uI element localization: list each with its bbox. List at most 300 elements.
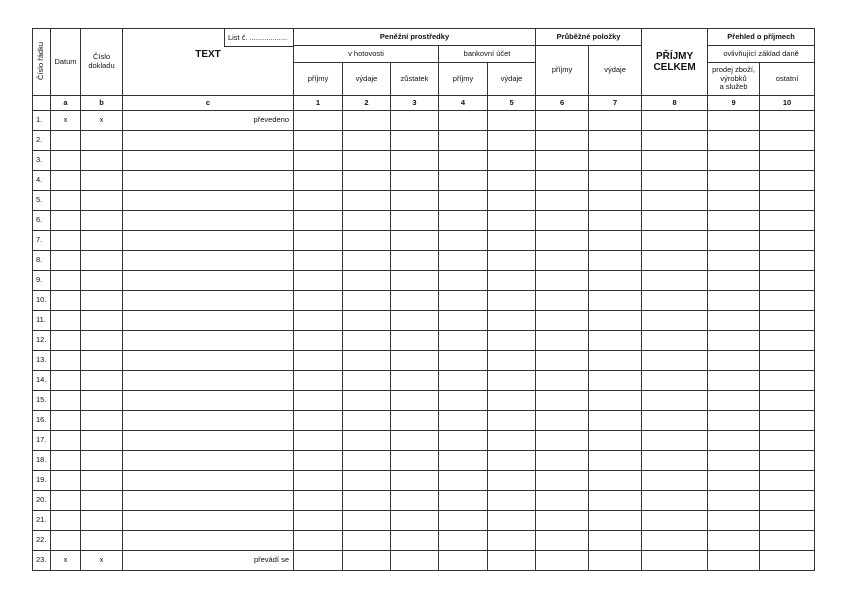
row-cell[interactable]	[123, 451, 294, 471]
row-cell[interactable]	[760, 471, 815, 491]
row-cell[interactable]	[439, 111, 488, 131]
row-cell[interactable]	[51, 491, 81, 511]
row-cell[interactable]	[123, 411, 294, 431]
row-cell[interactable]	[589, 311, 642, 331]
row-cell[interactable]	[536, 311, 589, 331]
row-cell[interactable]	[343, 331, 391, 351]
row-cell[interactable]	[294, 291, 343, 311]
row-cell[interactable]	[294, 251, 343, 271]
row-cell[interactable]	[642, 211, 708, 231]
row-cell[interactable]	[294, 531, 343, 551]
row-cell[interactable]	[760, 131, 815, 151]
row-cell[interactable]	[708, 171, 760, 191]
row-cell[interactable]	[51, 231, 81, 251]
row-cell[interactable]	[642, 531, 708, 551]
row-cell[interactable]	[488, 411, 536, 431]
row-cell[interactable]	[391, 311, 439, 331]
row-text[interactable]: převedeno	[123, 111, 294, 131]
row-cell[interactable]	[760, 191, 815, 211]
row-cell[interactable]	[439, 351, 488, 371]
row-cell[interactable]	[391, 371, 439, 391]
row-cell[interactable]	[294, 491, 343, 511]
row-cell[interactable]	[123, 171, 294, 191]
row-cell[interactable]	[439, 491, 488, 511]
row-cell[interactable]	[294, 451, 343, 471]
row-cell[interactable]	[488, 251, 536, 271]
row-cell[interactable]	[343, 251, 391, 271]
row-document[interactable]: x	[81, 551, 123, 571]
row-cell[interactable]	[488, 431, 536, 451]
row-cell[interactable]	[343, 111, 391, 131]
row-cell[interactable]	[439, 311, 488, 331]
row-cell[interactable]	[81, 511, 123, 531]
row-cell[interactable]	[123, 491, 294, 511]
row-cell[interactable]	[760, 171, 815, 191]
row-cell[interactable]	[51, 131, 81, 151]
row-cell[interactable]	[488, 511, 536, 531]
row-cell[interactable]	[439, 331, 488, 351]
row-cell[interactable]	[589, 291, 642, 311]
row-cell[interactable]	[536, 271, 589, 291]
row-cell[interactable]	[391, 211, 439, 231]
row-cell[interactable]	[343, 371, 391, 391]
row-cell[interactable]	[294, 431, 343, 451]
row-cell[interactable]	[343, 391, 391, 411]
row-cell[interactable]	[589, 431, 642, 451]
row-cell[interactable]	[123, 351, 294, 371]
row-cell[interactable]	[391, 411, 439, 431]
row-cell[interactable]	[589, 151, 642, 171]
row-cell[interactable]	[488, 231, 536, 251]
row-cell[interactable]	[51, 431, 81, 451]
row-cell[interactable]	[343, 211, 391, 231]
row-cell[interactable]	[81, 191, 123, 211]
row-cell[interactable]	[536, 251, 589, 271]
row-cell[interactable]	[391, 351, 439, 371]
row-cell[interactable]	[51, 531, 81, 551]
row-cell[interactable]	[439, 131, 488, 151]
row-cell[interactable]	[708, 451, 760, 471]
row-cell[interactable]	[642, 171, 708, 191]
row-cell[interactable]	[708, 331, 760, 351]
row-cell[interactable]	[536, 491, 589, 511]
row-cell[interactable]	[391, 511, 439, 531]
row-cell[interactable]	[708, 111, 760, 131]
row-cell[interactable]	[343, 471, 391, 491]
row-cell[interactable]	[51, 291, 81, 311]
row-cell[interactable]	[81, 431, 123, 451]
row-cell[interactable]	[589, 271, 642, 291]
row-cell[interactable]	[642, 191, 708, 211]
row-cell[interactable]	[642, 311, 708, 331]
row-cell[interactable]	[708, 391, 760, 411]
row-cell[interactable]	[51, 251, 81, 271]
row-cell[interactable]	[123, 531, 294, 551]
row-cell[interactable]	[391, 291, 439, 311]
row-cell[interactable]	[81, 231, 123, 251]
row-cell[interactable]	[391, 431, 439, 451]
row-cell[interactable]	[123, 131, 294, 151]
row-cell[interactable]	[123, 471, 294, 491]
row-cell[interactable]	[81, 471, 123, 491]
row-cell[interactable]	[123, 291, 294, 311]
row-cell[interactable]	[760, 391, 815, 411]
row-cell[interactable]	[642, 411, 708, 431]
row-cell[interactable]	[642, 151, 708, 171]
row-cell[interactable]	[81, 271, 123, 291]
row-cell[interactable]	[708, 211, 760, 231]
row-cell[interactable]	[123, 251, 294, 271]
row-cell[interactable]	[708, 311, 760, 331]
row-cell[interactable]	[536, 291, 589, 311]
row-cell[interactable]	[708, 471, 760, 491]
row-cell[interactable]	[391, 231, 439, 251]
row-cell[interactable]	[536, 431, 589, 451]
row-cell[interactable]	[708, 151, 760, 171]
row-cell[interactable]	[343, 271, 391, 291]
row-cell[interactable]	[294, 171, 343, 191]
row-cell[interactable]	[642, 271, 708, 291]
row-cell[interactable]	[760, 371, 815, 391]
row-cell[interactable]	[536, 171, 589, 191]
row-cell[interactable]	[439, 191, 488, 211]
row-cell[interactable]	[589, 471, 642, 491]
row-cell[interactable]	[760, 451, 815, 471]
row-cell[interactable]	[589, 251, 642, 271]
row-cell[interactable]	[294, 331, 343, 351]
row-cell[interactable]	[760, 251, 815, 271]
row-cell[interactable]	[589, 191, 642, 211]
row-cell[interactable]	[536, 351, 589, 371]
row-cell[interactable]	[343, 431, 391, 451]
row-cell[interactable]	[708, 351, 760, 371]
row-cell[interactable]	[391, 471, 439, 491]
row-cell[interactable]	[536, 131, 589, 151]
row-cell[interactable]	[294, 271, 343, 291]
row-cell[interactable]	[439, 291, 488, 311]
row-cell[interactable]	[123, 311, 294, 331]
row-cell[interactable]	[294, 411, 343, 431]
row-cell[interactable]	[294, 351, 343, 371]
row-cell[interactable]	[294, 471, 343, 491]
row-cell[interactable]	[760, 551, 815, 571]
row-cell[interactable]	[536, 231, 589, 251]
row-cell[interactable]	[123, 231, 294, 251]
row-cell[interactable]	[123, 271, 294, 291]
row-cell[interactable]	[642, 431, 708, 451]
row-cell[interactable]	[439, 471, 488, 491]
row-cell[interactable]	[760, 491, 815, 511]
row-cell[interactable]	[123, 151, 294, 171]
row-cell[interactable]	[536, 371, 589, 391]
row-cell[interactable]	[642, 251, 708, 271]
row-cell[interactable]	[439, 511, 488, 531]
row-cell[interactable]	[51, 471, 81, 491]
row-cell[interactable]	[488, 211, 536, 231]
row-cell[interactable]	[294, 391, 343, 411]
row-cell[interactable]	[439, 551, 488, 571]
row-cell[interactable]	[391, 491, 439, 511]
row-cell[interactable]	[536, 531, 589, 551]
row-cell[interactable]	[343, 531, 391, 551]
row-cell[interactable]	[708, 531, 760, 551]
row-cell[interactable]	[81, 211, 123, 231]
row-cell[interactable]	[708, 191, 760, 211]
row-cell[interactable]	[760, 291, 815, 311]
row-cell[interactable]	[81, 351, 123, 371]
row-cell[interactable]	[760, 211, 815, 231]
row-cell[interactable]	[488, 151, 536, 171]
row-cell[interactable]	[81, 311, 123, 331]
row-cell[interactable]	[439, 231, 488, 251]
row-cell[interactable]	[488, 451, 536, 471]
row-cell[interactable]	[589, 131, 642, 151]
code-8: 8	[642, 96, 708, 111]
row-cell[interactable]	[294, 211, 343, 231]
row-cell[interactable]	[391, 171, 439, 191]
row-cell[interactable]	[488, 171, 536, 191]
row-cell[interactable]	[589, 511, 642, 531]
row-cell[interactable]	[708, 491, 760, 511]
row-cell[interactable]	[488, 131, 536, 151]
row-document[interactable]: x	[81, 111, 123, 131]
row-cell[interactable]	[81, 531, 123, 551]
row-cell[interactable]	[760, 331, 815, 351]
row-cell[interactable]	[760, 531, 815, 551]
row-cell[interactable]	[760, 151, 815, 171]
row-cell[interactable]	[708, 231, 760, 251]
row-cell[interactable]	[488, 471, 536, 491]
row-cell[interactable]	[642, 331, 708, 351]
row-cell[interactable]	[391, 391, 439, 411]
row-cell[interactable]	[123, 191, 294, 211]
row-cell[interactable]	[439, 371, 488, 391]
row-cell[interactable]	[81, 331, 123, 351]
row-cell[interactable]	[589, 551, 642, 571]
row-cell[interactable]	[51, 391, 81, 411]
row-cell[interactable]	[51, 371, 81, 391]
row-cell[interactable]	[708, 431, 760, 451]
row-cell[interactable]	[488, 111, 536, 131]
row-cell[interactable]	[536, 151, 589, 171]
row-cell[interactable]	[760, 311, 815, 331]
row-cell[interactable]	[391, 551, 439, 571]
row-cell[interactable]	[81, 391, 123, 411]
row-cell[interactable]	[488, 551, 536, 571]
row-cell[interactable]	[536, 331, 589, 351]
row-cell[interactable]	[760, 231, 815, 251]
row-cell[interactable]	[391, 131, 439, 151]
row-cell[interactable]	[343, 191, 391, 211]
row-cell[interactable]	[81, 151, 123, 171]
row-cell[interactable]	[589, 111, 642, 131]
row-cell[interactable]	[589, 231, 642, 251]
row-cell[interactable]	[439, 431, 488, 451]
row-cell[interactable]	[589, 171, 642, 191]
row-cell[interactable]	[708, 251, 760, 271]
row-cell[interactable]	[343, 491, 391, 511]
row-cell[interactable]	[51, 191, 81, 211]
row-cell[interactable]	[760, 411, 815, 431]
row-cell[interactable]	[51, 271, 81, 291]
row-cell[interactable]	[642, 391, 708, 411]
row-cell[interactable]	[123, 371, 294, 391]
row-cell[interactable]	[708, 271, 760, 291]
row-cell[interactable]	[81, 251, 123, 271]
row-cell[interactable]	[123, 211, 294, 231]
row-cell[interactable]	[439, 211, 488, 231]
row-cell[interactable]	[488, 371, 536, 391]
row-cell[interactable]	[51, 451, 81, 471]
row-cell[interactable]	[439, 171, 488, 191]
row-cell[interactable]	[294, 111, 343, 131]
row-cell[interactable]	[488, 311, 536, 331]
row-cell[interactable]	[51, 511, 81, 531]
row-cell[interactable]	[589, 331, 642, 351]
row-cell[interactable]	[642, 131, 708, 151]
row-cell[interactable]	[760, 351, 815, 371]
row-cell[interactable]	[708, 371, 760, 391]
row-cell[interactable]	[642, 231, 708, 251]
row-cell[interactable]	[760, 511, 815, 531]
row-cell[interactable]	[708, 511, 760, 531]
row-cell[interactable]	[294, 131, 343, 151]
row-cell[interactable]	[343, 291, 391, 311]
row-cell[interactable]	[488, 391, 536, 411]
row-cell[interactable]	[708, 411, 760, 431]
row-cell[interactable]	[488, 331, 536, 351]
row-cell[interactable]	[642, 511, 708, 531]
row-cell[interactable]	[81, 131, 123, 151]
row-cell[interactable]	[294, 371, 343, 391]
row-cell[interactable]	[51, 411, 81, 431]
row-cell[interactable]	[123, 391, 294, 411]
row-cell[interactable]	[536, 451, 589, 471]
row-cell[interactable]	[343, 311, 391, 331]
row-cell[interactable]	[81, 451, 123, 471]
row-cell[interactable]	[123, 431, 294, 451]
row-cell[interactable]	[391, 151, 439, 171]
row-cell[interactable]	[642, 351, 708, 371]
row-cell[interactable]	[589, 351, 642, 371]
row-cell[interactable]	[123, 331, 294, 351]
row-cell[interactable]	[642, 111, 708, 131]
row-cell[interactable]	[589, 451, 642, 471]
row-cell[interactable]	[708, 291, 760, 311]
row-cell[interactable]	[488, 271, 536, 291]
row-cell[interactable]	[439, 531, 488, 551]
row-cell[interactable]	[51, 211, 81, 231]
row-cell[interactable]	[589, 491, 642, 511]
row-cell[interactable]	[439, 271, 488, 291]
row-cell[interactable]	[488, 191, 536, 211]
row-date[interactable]: x	[51, 551, 81, 571]
row-cell[interactable]	[294, 231, 343, 251]
row-cell[interactable]	[51, 171, 81, 191]
row-cell[interactable]	[488, 531, 536, 551]
row-cell[interactable]	[391, 271, 439, 291]
row-cell[interactable]	[536, 391, 589, 411]
row-cell[interactable]	[760, 431, 815, 451]
row-cell[interactable]	[642, 451, 708, 471]
row-cell[interactable]	[391, 191, 439, 211]
row-cell[interactable]	[391, 331, 439, 351]
row-cell[interactable]	[51, 331, 81, 351]
row-cell[interactable]	[294, 151, 343, 171]
row-cell[interactable]	[439, 391, 488, 411]
row-cell[interactable]	[294, 311, 343, 331]
row-cell[interactable]	[439, 251, 488, 271]
row-cell[interactable]	[391, 251, 439, 271]
row-cell[interactable]	[343, 411, 391, 431]
row-cell[interactable]	[343, 171, 391, 191]
row-cell[interactable]	[708, 551, 760, 571]
row-cell[interactable]	[642, 491, 708, 511]
row-cell[interactable]	[51, 311, 81, 331]
row-date[interactable]: x	[51, 111, 81, 131]
row-cell[interactable]	[81, 411, 123, 431]
row-cell[interactable]	[536, 411, 589, 431]
row-cell[interactable]	[488, 491, 536, 511]
row-cell[interactable]	[760, 271, 815, 291]
row-cell[interactable]	[589, 211, 642, 231]
row-cell[interactable]	[488, 291, 536, 311]
row-cell[interactable]	[536, 111, 589, 131]
row-cell[interactable]	[294, 551, 343, 571]
row-cell[interactable]	[294, 191, 343, 211]
row-cell[interactable]	[343, 151, 391, 171]
row-cell[interactable]	[439, 451, 488, 471]
row-text[interactable]: převádí se	[123, 551, 294, 571]
row-cell[interactable]	[343, 131, 391, 151]
row-cell[interactable]	[642, 551, 708, 571]
row-cell[interactable]	[343, 231, 391, 251]
row-cell[interactable]	[642, 471, 708, 491]
row-cell[interactable]	[343, 451, 391, 471]
row-cell[interactable]	[51, 351, 81, 371]
row-cell[interactable]	[589, 531, 642, 551]
row-cell[interactable]	[642, 291, 708, 311]
row-cell[interactable]	[81, 291, 123, 311]
row-cell[interactable]	[589, 371, 642, 391]
row-cell[interactable]	[391, 531, 439, 551]
row-cell[interactable]	[343, 351, 391, 371]
row-cell[interactable]	[391, 451, 439, 471]
row-cell[interactable]	[760, 111, 815, 131]
row-cell[interactable]	[589, 411, 642, 431]
row-cell[interactable]	[536, 511, 589, 531]
row-cell[interactable]	[708, 131, 760, 151]
row-cell[interactable]	[81, 171, 123, 191]
row-cell[interactable]	[536, 471, 589, 491]
row-cell[interactable]	[123, 511, 294, 531]
row-cell[interactable]	[589, 391, 642, 411]
row-cell[interactable]	[536, 551, 589, 571]
row-cell[interactable]	[439, 411, 488, 431]
row-cell[interactable]	[343, 511, 391, 531]
row-cell[interactable]	[51, 151, 81, 171]
row-cell[interactable]	[81, 491, 123, 511]
row-cell[interactable]	[488, 351, 536, 371]
row-cell[interactable]	[536, 191, 589, 211]
row-cell[interactable]	[294, 511, 343, 531]
row-cell[interactable]	[391, 111, 439, 131]
row-cell[interactable]	[439, 151, 488, 171]
row-cell[interactable]	[642, 371, 708, 391]
row-cell[interactable]	[81, 371, 123, 391]
row-cell[interactable]	[536, 211, 589, 231]
row-cell[interactable]	[343, 551, 391, 571]
